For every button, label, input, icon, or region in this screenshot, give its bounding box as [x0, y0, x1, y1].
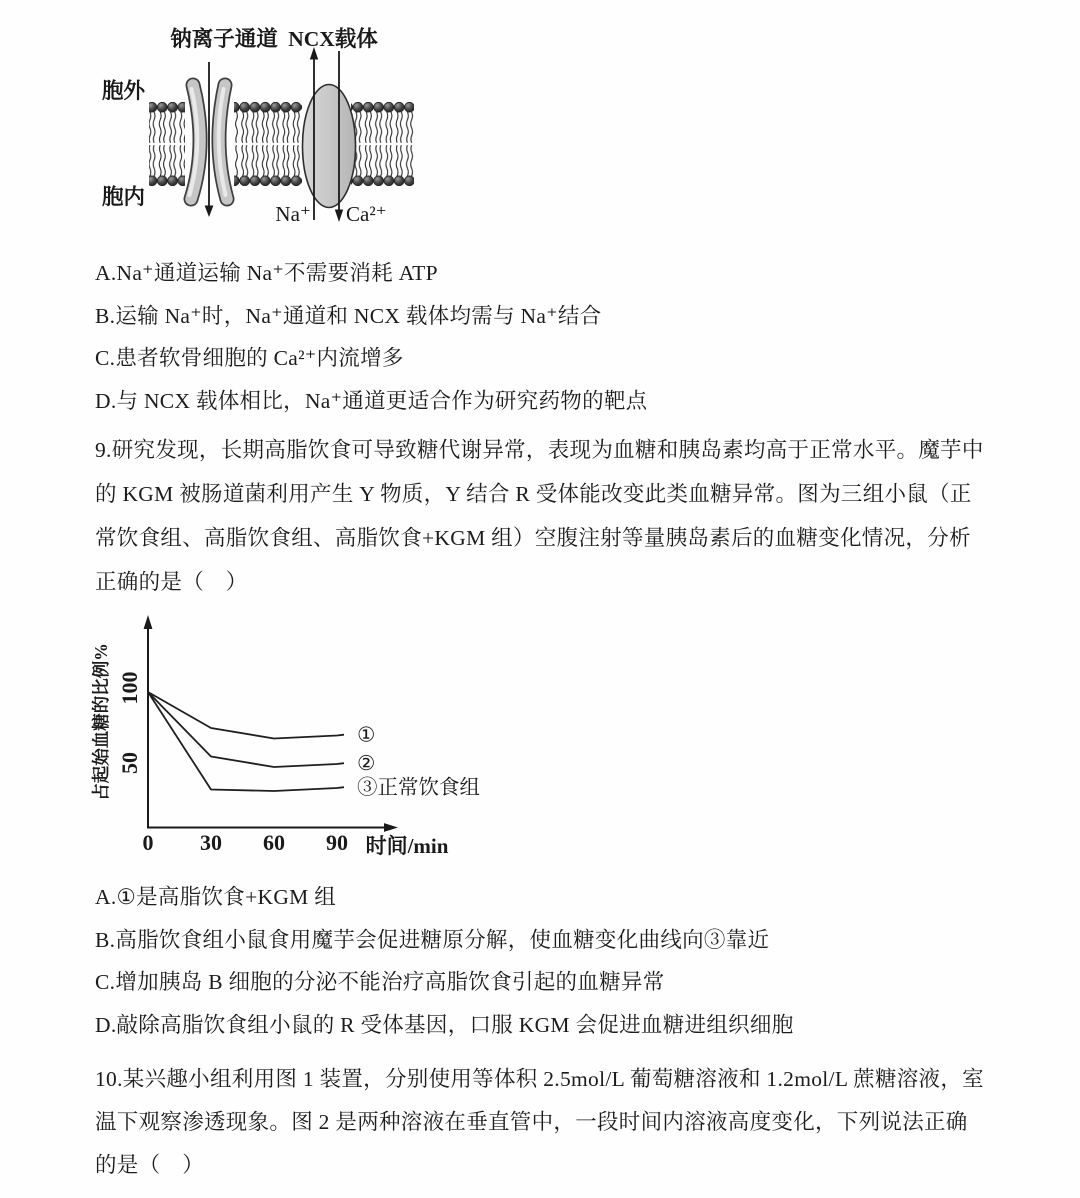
series-label-3: ③正常饮食组 [357, 777, 480, 799]
glucose-chart [85, 610, 545, 872]
y-tick-label: 100 [117, 671, 142, 705]
intracellular-label: 胞内 [102, 185, 146, 209]
x-axis-arrow [384, 823, 398, 832]
question8-options [95, 252, 995, 422]
question9-stem-line: 常饮食组、高脂饮食组、高脂饮食+KGM 组）空腹注射等量胰岛素后的血糖变化情况，分析 [95, 526, 971, 550]
curve-1 [148, 692, 344, 739]
y-axis-arrow [144, 615, 153, 629]
series-label-2: ② [357, 753, 376, 775]
calcium-ion-label: Ca²⁺ [346, 202, 387, 226]
question8-option: B.运输 Na⁺时，Na⁺通道和 NCX 载体均需与 Na⁺结合 [95, 303, 602, 328]
phospholipid-bilayer-middle [234, 102, 302, 186]
ncx-carrier [303, 85, 356, 208]
question10-stem-line: 温下观察渗透现象。图 2 是两种溶液在垂直管中，一段时间内溶液高度变化，下列说法正确 [95, 1110, 968, 1134]
question9-stem [95, 428, 995, 604]
question9-option: D.敲除高脂饮食组小鼠的 R 受体基因，口服 KGM 会促进血糖进组织细胞 [95, 1012, 794, 1037]
question9-stem-line: 9.研究发现，长期高脂饮食可导致糖代谢异常，表现为血糖和胰岛素均高于正常水平。魔芋中 [95, 438, 984, 462]
x-tick-label: 90 [326, 830, 348, 855]
x-tick-label: 30 [200, 830, 222, 855]
y-tick-label: 50 [117, 752, 142, 774]
sodium-ion-label: Na⁺ [275, 202, 311, 226]
question8-option: C.患者软骨细胞的 Ca²⁺内流增多 [95, 346, 404, 370]
question10-stem [95, 1058, 995, 1187]
question9-option: B.高脂饮食组小鼠食用魔芋会促进糖原分解，使血糖变化曲线向③靠近 [95, 927, 770, 952]
question10-stem-line: 10.某兴趣小组利用图 1 装置，分别使用等体积 2.5mol/L 葡萄糖溶液和 1.2mol/L 蔗糖溶液，室 [95, 1067, 984, 1091]
curve-2 [148, 692, 344, 767]
question8-option: D.与 NCX 载体相比，Na⁺通道更适合作为研究药物的靶点 [95, 388, 648, 413]
x-axis-label: 时间/min [365, 834, 449, 858]
phospholipid-bilayer-left [149, 102, 185, 186]
question9-option: C.增加胰岛 B 细胞的分泌不能治疗高脂饮食引起的血糖异常 [95, 970, 665, 994]
x-tick-label: 0 [142, 830, 154, 855]
membrane-diagram [85, 15, 435, 245]
question8-option: A.Na⁺通道运输 Na⁺不需要消耗 ATP [95, 261, 438, 285]
extracellular-label: 胞外 [102, 79, 146, 103]
curve-3 [148, 692, 344, 791]
series-label-1: ① [357, 724, 376, 747]
question9-options [95, 876, 995, 1046]
phospholipid-bilayer-right [351, 102, 414, 186]
question9-stem-line: 的 KGM 被肠道菌利用产生 Y 物质，Y 结合 R 受体能改变此类血糖异常。图为三组小鼠（正 [95, 482, 972, 506]
y-axis-label: 占起始血糖的比例% [91, 643, 111, 801]
question10-stem-line: 的是（ ） [95, 1153, 205, 1177]
channel-label: 钠离子通道 [170, 27, 278, 51]
x-tick-label: 60 [263, 830, 285, 855]
question9-stem-line: 正确的是（ ） [95, 570, 248, 594]
carrier-label: NCX载体 [288, 27, 378, 51]
question9-option: A.①是高脂饮食+KGM 组 [95, 885, 337, 909]
